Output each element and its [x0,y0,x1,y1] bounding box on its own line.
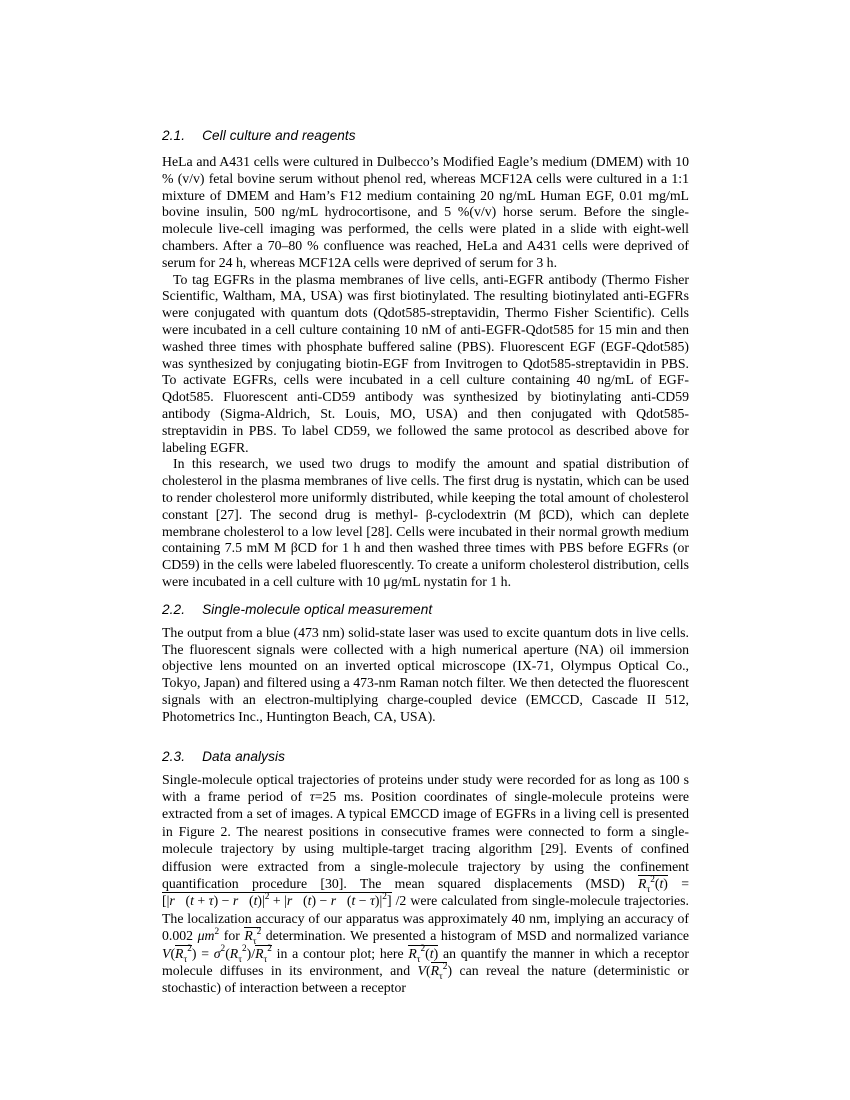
section-title-2-1: Cell culture and reagents [202,128,356,143]
paragraph-cell-culture-3: In this research, we used two drugs to modify the amount and spatial distribution of cholesterol in the plasma membranes of live cells. The first drug is nystatin, which can be used to render cholesterol more uniformly distributed, while keeping the total amount of cholesterol constant [27]. The second drug is methyl- β-cyclodextrin (M βCD), which can deplete membrane cholesterol to a low level [28]. Cells were incubated in their normal growth medium containing 7.5 mM M βCD for 1 h and then washed three times with PBS before EGFRs (or CD59) in the cells were labeled fluorescently. To create a uniform cholesterol distribution, cells were incubated in a cell culture with 10 μg/mL nystatin for 1 h. [162,456,689,589]
section-title-2-3: Data analysis [202,748,285,764]
section-number-2-3: 2.3. [162,748,186,764]
paragraph-cell-culture-1: HeLa and A431 cells were cultured in Dulbecco’s Modified Eagle’s medium (DMEM) with 10 % (v/v) fetal bovine serum without phenol red, whereas MCF12A cells were cultured in a 1:1 mixture of DMEM and Ham’s F12 medium containing 20 ng/mL Human EGF, 0.01 mg/mL bovine insulin, 500 ng/mL hydrocortisone, and 5 %(v/v) horse serum. Before the single-molecule live-cell imaging was performed, the cells were plated in a slide with eight-well chambers. After a 70–80 % confluence was reached, HeLa and A431 cells were deprived of serum for 24 h, whereas MCF12A cells were deprived of serum for 3 h. [162,154,689,270]
data-analysis-paragraph: Single-molecule optical trajectories of proteins under study were recorded for as long as 100 s with a frame period of τ=25 ms. Position coordinates of single-molecule proteins were extracted from a set of images. A typical EMCCD image of EGFRs in a living cell is presented in Figure 2. The nearest positions in consecutive frames were connected to form a single-molecule trajectory by using multiple-target tracing algorithm [29]. Events of confined diffusion were extracted from a single-molecule trajectory by using the confinement quantification procedure [30]. The mean squared displacements (MSD) $R_\tau^2(t)$ = [|r⃗(t + $\tau) - r⃗(t)|^2$ + |r⃗(t) − r⃗(t − $\tau)|^2$] /2 were calculated from single-molecule trajectories. The localization accuracy of our apparatus was approximately 40 nm, implying an accuracy of 0.002 $\mu m^2$ for $R_\tau^2$ determination. We presented a histogram of MSD and normalized variance $V(R_\tau^2) = \sigma^2(R_\tau^2)/R_\tau^2$ in a contour plot; here $R_\tau^2(t)$ an quantify the manner in which a receptor molecule diffuses in its environment, and $V(R_\tau^2)$ can reveal the nature (deterministic or stochastic) of interaction between a receptor [162,771,690,996]
section-heading-2-3 [162,749,689,764]
paragraph-optical-measurement: The output from a blue (473 nm) solid-state laser was used to excite quantum dots in live cells. The fluorescent signals were collected with a high numerical aperture (NA) oil immersion objective lens mounted on an inverted optical microscope (IX-71, Olympus Optical Co., Tokyo, Japan) and filtered using a 473-nm Raman notch filter. We then detected the fluorescent signals with an electron-multiplying charge-coupled device (EMCCD, Cascade II 512, Photometrics Inc., Huntington Beach, CA, USA). [162,624,689,724]
section-heading-2-2 [162,602,689,617]
paragraph-cell-culture-2: To tag EGFRs in the plasma membranes of live cells, anti-EGFR antibody (Thermo Fisher Scientific, Waltham, MA, USA) was first biotinylated. The resulting biotinylated anti-EGFRs were conjugated with quantum dots (Qdot585-streptavidin, Thermo Fisher Scientific). Cells were incubated in a cell culture containing 10 nM of anti-EGFR-Qdot585 for 15 min and then washed three times with phosphate buffered saline (PBS). Fluorescent EGF (EGF-Qdot585) was synthesized by conjugating biotin-EGF from Invitrogen to Qdot585-streptavidin in PBS. To activate EGFRs, cells were incubated in a cell culture containing 40 ng/mL of EGF-Qdot585. Fluorescent anti-CD59 antibody was synthesized by biotinylating anti-CD59 antibody (Sigma-Aldrich, St. Louis, MO, USA) and then conjugated with Qdot585-streptavidin in PBS. To label CD59, we followed the same protocol as described above for labeling EGFR. [162,271,689,455]
section-number-2-2: 2.2. [162,601,186,617]
section-title-2-2: Single-molecule optical measurement [202,601,433,617]
section-number-2-1: 2.1. [162,128,186,143]
section-heading-2-1 [162,128,689,143]
